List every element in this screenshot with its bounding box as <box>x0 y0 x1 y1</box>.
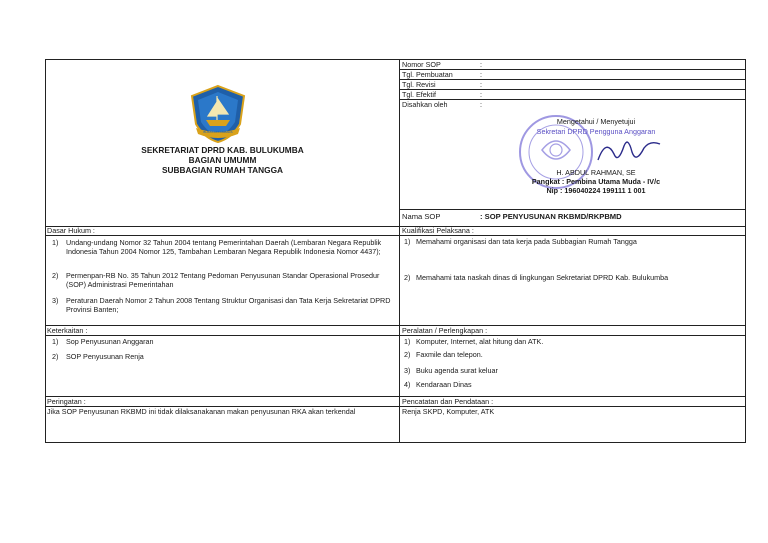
meta-pembuatan-sep: : <box>480 70 482 79</box>
kualifikasi-item: Memahami organisasi dan tata kerja pada Subbagian Rumah Tangga <box>416 237 637 246</box>
org-name: SEKRETARIAT DPRD KAB. BULUKUMBA <box>141 145 304 155</box>
pencatatan-header: Pencatatan dan Pendataan : <box>402 397 494 406</box>
list-number: 4) <box>404 380 411 389</box>
sop-document <box>45 59 746 443</box>
meta-efektif-label: Tgl. Efektif <box>402 90 436 99</box>
peralatan-item: Kendaraan Dinas <box>416 380 472 389</box>
logo-banner: BUKA LAKKAMBARA <box>203 130 233 134</box>
divider <box>399 89 746 90</box>
keterkaitan-header: Keterkaitan : <box>47 326 88 335</box>
peralatan-item: Buku agenda surat keluar <box>416 366 498 375</box>
peringatan-header: Peringatan : <box>47 397 86 406</box>
sop-name-label: Nama SOP <box>402 212 441 221</box>
list-number: 1) <box>52 238 59 247</box>
meta-disahkan-label: Disahkan oleh <box>402 100 448 109</box>
pencatatan-text: Renja SKPD, Komputer, ATK <box>402 407 495 416</box>
list-number: 1) <box>52 337 59 346</box>
meta-efektif-sep: : <box>480 90 482 99</box>
divider <box>46 235 746 236</box>
dasar-hukum-item: Peraturan Daerah Nomor 2 Tahun 2008 Tentang Struktur Organisasi dan Tata Kerja Sekretariat DPRD Provinsi Banten; <box>66 296 391 314</box>
meta-disahkan-sep: : <box>480 100 482 109</box>
peralatan-header: Peralatan / Perlengkapan : <box>402 326 488 335</box>
dasar-hukum-header: Dasar Hukum : <box>47 226 95 235</box>
regency-logo <box>188 84 248 144</box>
kualifikasi-header: Kualifikasi Pelaksana : <box>402 226 474 235</box>
meta-pembuatan-label: Tgl. Pembuatan <box>402 70 453 79</box>
meta-nomor-label: Nomor SOP <box>402 60 441 69</box>
kualifikasi-item: Memahami tata naskah dinas di lingkungan Sekretariat DPRD Kab. Bulukumba <box>416 273 669 282</box>
peringatan-text: Jika SOP Penyusunan RKBMD ini tidak dilaksanakanan makan penyusunan RKA akan terkendal <box>47 407 356 416</box>
org-title <box>46 145 399 175</box>
meta-revisi-sep: : <box>480 80 482 89</box>
divider <box>46 325 746 326</box>
approval-name: H. ABDUL RAHMAN, SE <box>556 168 636 177</box>
list-number: 2) <box>404 350 411 359</box>
keterkaitan-item: SOP Penyusunan Renja <box>66 352 144 361</box>
sop-name-value: : SOP PENYUSUNAN RKBMD/RKPBMD <box>480 212 622 221</box>
divider <box>46 396 746 397</box>
peralatan-item: Komputer, Internet, alat hitung dan ATK. <box>416 337 544 346</box>
list-number: 2) <box>52 271 59 280</box>
divider <box>399 209 746 210</box>
list-number: 1) <box>404 237 411 246</box>
list-number: 3) <box>52 296 59 305</box>
divider <box>46 226 746 227</box>
approval-rank: Pangkat : Pembina Utama Muda - IV/c <box>531 177 661 186</box>
approval-line1: Mengetahui / Menyetujui <box>556 117 636 126</box>
signature <box>594 134 664 168</box>
list-number: 3) <box>404 366 411 375</box>
keterkaitan-item: Sop Penyusunan Anggaran <box>66 337 154 346</box>
divider <box>399 99 746 100</box>
approval-line2: Sekretari DPRD Pengguna Anggaran <box>536 127 656 136</box>
divider <box>46 335 746 336</box>
dasar-hukum-item: Undang-undang Nomor 32 Tahun 2004 tentang Pemerintahan Daerah (Lembaran Negara Republik Indonesia Tahun 2004 Nomor 125, Tambahan Lembaran Negara Republik Indonesia Nomor 4437); <box>66 238 382 256</box>
org-subdivision: SUBBAGIAN RUMAH TANGGA <box>161 165 284 175</box>
org-division: BAGIAN UMUMM <box>188 155 257 165</box>
list-number: 1) <box>404 337 411 346</box>
column-divider <box>399 60 400 443</box>
approval-nip: Nip : 196040224 199111 1 001 <box>546 186 646 195</box>
peralatan-item: Faxmile dan telepon. <box>416 350 483 359</box>
meta-revisi-label: Tgl. Revisi <box>402 80 436 89</box>
list-number: 2) <box>404 273 411 282</box>
meta-nomor-sep: : <box>480 60 482 69</box>
divider <box>399 79 746 80</box>
dasar-hukum-item: Permenpan-RB No. 35 Tahun 2012 Tentang Pedoman Penyusunan Standar Operasional Prosedur (SOP) Administrasi Pemerintahan <box>66 271 380 289</box>
list-number: 2) <box>52 352 59 361</box>
